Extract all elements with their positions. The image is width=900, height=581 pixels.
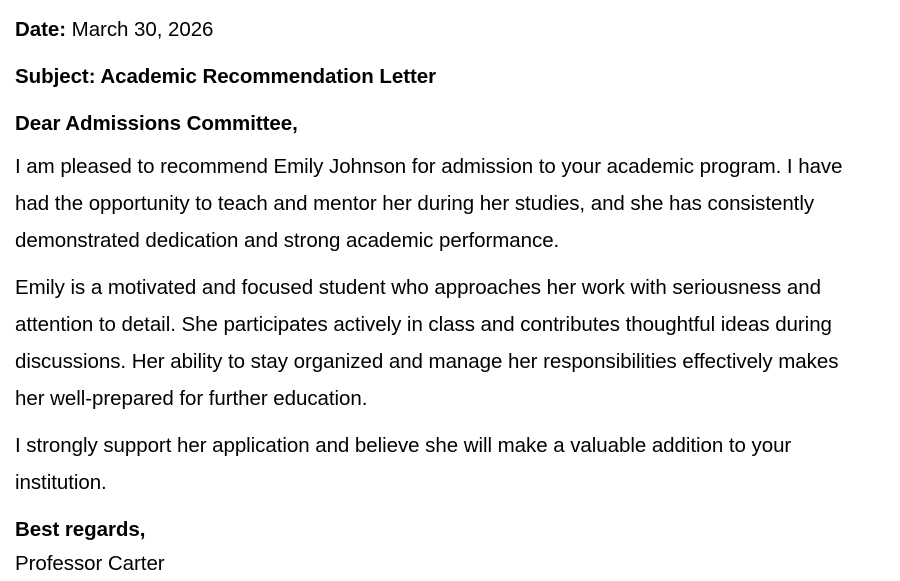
date-label: Date:	[15, 18, 67, 41]
date-line	[15, 6, 860, 53]
salutation-line	[15, 100, 860, 147]
body-paragraph-2: Emily is a motivated and focused student who approaches her work with seriousness and attention to detail. She participates actively in class and contributes thoughtful ideas during discussions. Her ability to stay organized and manage her responsibilities effectively makes her well-prepared for further education.	[15, 276, 839, 410]
body-paragraph-1: I am pleased to recommend Emily Johnson for admission to your academic program. I have had the opportunity to teach and mentor her during her studies, and she has consistently demonstrated dedication and strong academic performance.	[15, 155, 843, 252]
date-value: March 30, 2026	[66, 18, 214, 41]
signature-name: Professor Carter	[15, 552, 165, 575]
sign-off-text: Best regards,	[15, 518, 146, 541]
subject-text: Subject: Academic Recommendation Letter	[15, 65, 437, 88]
body-paragraph-3: I strongly support her application and believe she will make a valuable addition to your institution.	[15, 434, 792, 494]
letter-body	[15, 148, 860, 501]
closing-block	[15, 513, 860, 581]
subject-line	[15, 53, 860, 100]
salutation-text: Dear Admissions Committee,	[15, 112, 298, 135]
